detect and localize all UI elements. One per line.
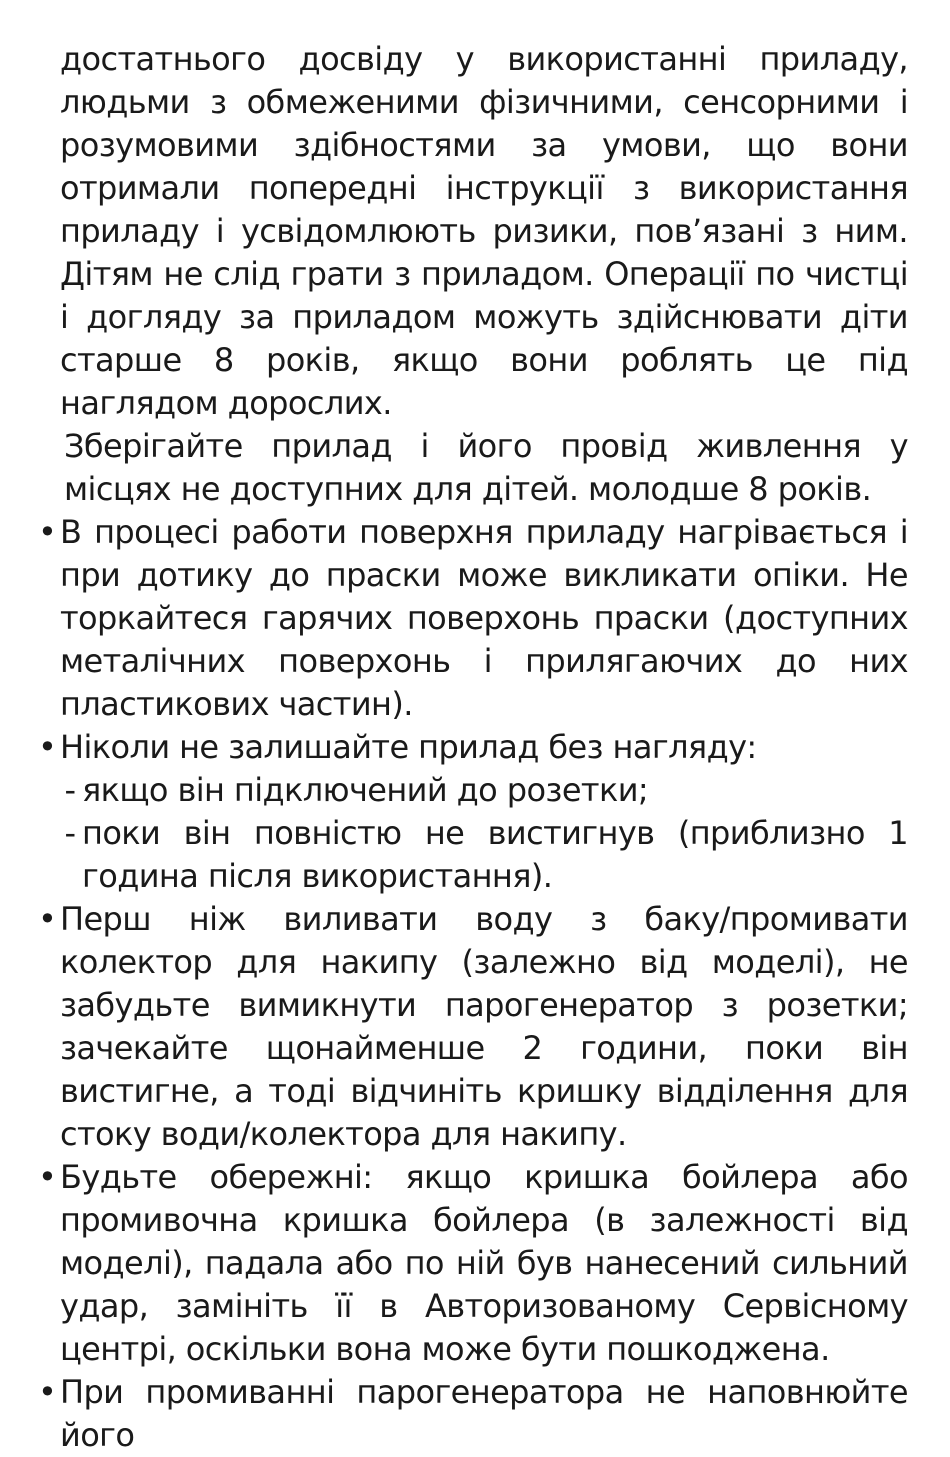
bullet-item-emptying-tank	[38, 898, 908, 1156]
bullet-marker: •	[38, 513, 57, 551]
intro-paragraph: достатнього досвіду у використанні приладу, людьми з обмеженими фізичними, сенсорними і розумовими здібностями за умови, що вони отримали попередні інструкції з використання приладу і усвідомлюють ризики, пов’язані з ним. Дітям не слід грати з приладом. Операції по чистці і догляду за приладом можуть здійснювати діти старше 8 років, якщо вони роблять це під наглядом дорослих.	[60, 40, 908, 422]
dash-marker: -	[64, 814, 76, 852]
bullet-marker: •	[38, 1158, 57, 1196]
bullet-item-rinsing	[38, 1371, 908, 1457]
bullet-item-surface-heat	[38, 511, 908, 726]
manual-page	[0, 38, 950, 1457]
bullet-text: Ніколи не залишайте прилад без нагляду:	[60, 728, 757, 766]
subitem-cooling	[64, 812, 908, 898]
storage-paragraph: Зберігайте прилад і його провід живлення у місцях не доступних для дітей. молодше 8 років.	[64, 427, 908, 508]
bullet-marker: •	[38, 1373, 57, 1411]
bullet-text: При промиванні парогенератора не наповнюйте його	[60, 1373, 908, 1454]
dash-marker: -	[64, 771, 76, 809]
subitem-text: поки він повністю не вистигнув (приблизно 1 година після використання).	[82, 814, 908, 895]
bullet-text: Перш ніж виливати воду з баку/промивати колектор для накипу (залежно від моделі), не забудьте вимикнути парогенератор з розетки; зачекайте щонайменше 2 години, поки він вистигне, а тоді відчиніть кришку відділення для стоку води/колектора для накипу.	[60, 900, 908, 1153]
bullet-marker: •	[38, 900, 57, 938]
subitem-plugged-in	[64, 769, 908, 812]
subitem-text: якщо він підключений до розетки;	[82, 771, 649, 809]
bullet-item-boiler-cap	[38, 1156, 908, 1371]
bullet-item-never-unattended	[38, 726, 908, 769]
bullet-text: Будьте обережні: якщо кришка бойлера або промивочна кришка бойлера (в залежності від моделі), падала або по ній був нанесений сильний удар, замініть її в Авторизованому Сервісному центрі, оскільки вона може бути пошкоджена.	[60, 1158, 908, 1368]
bullet-text: В процесі работи поверхня приладу нагрівається і при дотику до праски може викликати опіки. Не торкайтеся гарячих поверхонь праски (доступних металічних поверхонь і прилягаючих до них пластикових частин).	[60, 513, 908, 723]
bullet-marker: •	[38, 728, 57, 766]
